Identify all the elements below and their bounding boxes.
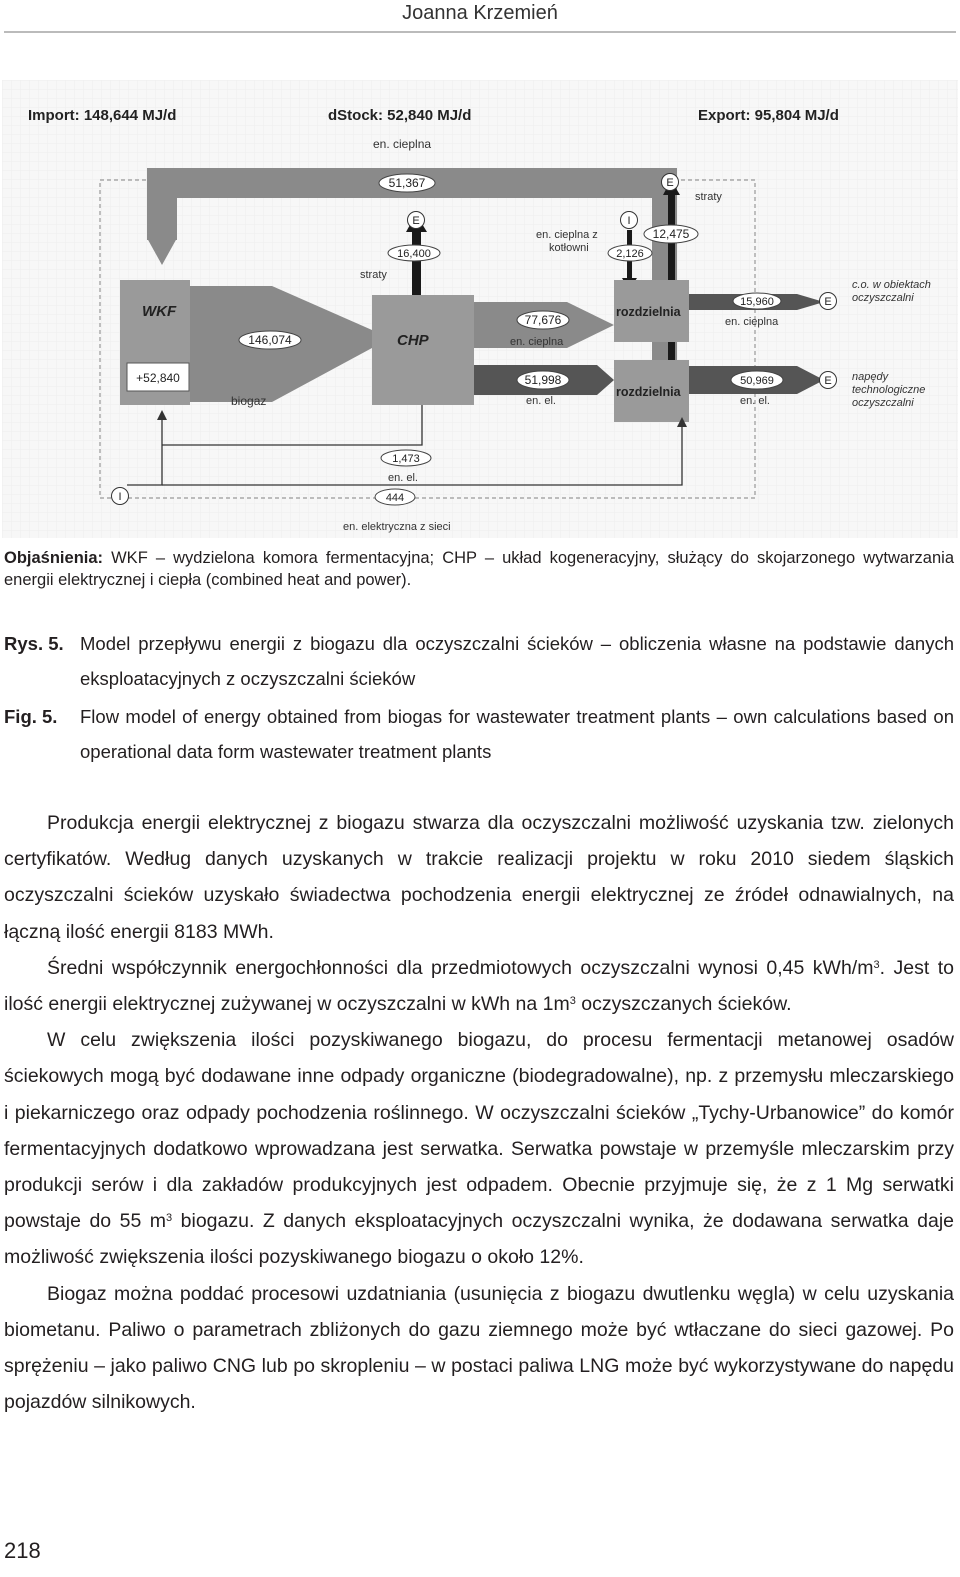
running-header: Joanna Krzemień xyxy=(402,2,558,24)
caption-pl-label: Rys. 5. xyxy=(4,633,64,654)
chp-node xyxy=(372,295,474,405)
import-marker-boiler: I xyxy=(627,215,631,227)
heat-consumers-unit: en. cieplna xyxy=(725,316,779,328)
boiler-heat-label-1: en. cieplna z xyxy=(536,229,598,241)
caption-en-text: Flow model of energy obtained from biogas for wastewater treatment plants – own calculations based on operational data form wastewater treatment plants xyxy=(80,706,954,762)
biogas-label: biogaz xyxy=(231,394,267,408)
straty-left-label: straty xyxy=(360,269,387,281)
heat-losses-value: 12,475 xyxy=(652,227,690,241)
chp-losses-value: 16,400 xyxy=(397,248,431,260)
export-marker-heat-losses: E xyxy=(666,177,674,189)
grid-el-unit: en. el. xyxy=(388,472,418,484)
heat-distribution-label: rozdzielnia xyxy=(616,305,681,319)
drives-label-3: oczyszczalni xyxy=(852,397,914,409)
chp-el-unit: en. el. xyxy=(526,395,556,407)
el-consumers-unit: en. el. xyxy=(740,395,770,407)
el-distribution-label: rozdzielnia xyxy=(616,385,681,399)
caption-en-label: Fig. 5. xyxy=(4,706,58,727)
dstock-label: dStock: 52,840 MJ/d xyxy=(328,107,472,124)
figure-legend xyxy=(4,547,954,591)
el-import-total-value: 1,473 xyxy=(392,453,420,465)
boiler-heat-value: 2,126 xyxy=(616,248,644,260)
export-marker-el: E xyxy=(824,375,832,387)
legend-label: Objaśnienia: xyxy=(4,549,104,567)
el-import-value: 444 xyxy=(385,492,405,504)
heat-loop-value: 51,367 xyxy=(388,176,426,190)
wkf-label: WKF xyxy=(142,303,177,320)
drives-label-1: napędy xyxy=(852,371,889,383)
import-marker-grid: I xyxy=(118,491,122,503)
caption-pl-text: Model przepływu energii z biogazu dla oczyszczalni ścieków – obliczenia własne na podstawie danych eksploatacyjnych z oczyszczalni ścieków xyxy=(80,633,954,689)
body-text xyxy=(4,805,954,1420)
chp-heat-value: 77,676 xyxy=(524,313,562,327)
drives-label-2: technologiczne xyxy=(852,384,926,396)
boiler-heat-label-2: kotłowni xyxy=(549,242,589,254)
paragraph-4: Biogaz można poddać procesowi uzdatniania (usunięcia z biogazu dwutlenku węgla) w celu uzyskania biometanu. Paliwo o parametrach zbliżonych do gazu ziemnego może być wtłaczane do sieci gazowej. Po sprężeniu – jako paliwo CNG lub po skropleniu – w postaci paliwa LNG może być wykorzystywane do napędu pojazdów silnikowych. xyxy=(4,1282,954,1414)
chp-label: CHP xyxy=(397,332,429,349)
figure-caption-en xyxy=(4,699,954,769)
import-label: Import: 148,644 MJ/d xyxy=(28,107,177,124)
co-label-1: c.o. w obiektach xyxy=(852,279,931,291)
chp-el-value: 51,998 xyxy=(524,373,562,387)
heat-consumers-value: 15,960 xyxy=(740,296,774,308)
grid-label: en. elektryczna z sieci xyxy=(343,521,451,533)
biogas-value: 146,074 xyxy=(248,333,292,347)
paragraph-3: W celu zwiększenia ilości pozyskiwanego biogazu, do procesu fermentacji metanowej osadów ściekowych mogą być dodawane inne odpady organiczne (biodegradowalne), np. z przemysłu mleczarskiego i piekarniczego oraz odpady pochodzenia roślinnego. W oczyszczalni ścieków „Tychy-Urbanowice” do komór fermentacyjnych dodatkowo wprowadzana jest serwatka. Serwatka powstaje w przemyśle mleczarskim przy produkcji serów i dla zakładów produkcyjnych jest odpadem. Obecnie przyjmuje się, że z 1 Mg serwatki powstaje do 55 $m^3$ biogazu. Z danych eksploatacyjnych oczyszczalni wynika, że dodawana serwatka daje możliwość zwiększenia ilości pozyskiwanego biogazu o około 12%. xyxy=(4,1029,954,1269)
el-consumers-value: 50,969 xyxy=(740,375,774,387)
chp-heat-unit: en. cieplna xyxy=(510,336,564,348)
paragraph-2: Średni współczynnik energochłonności dla przedmiotowych oczyszczalni wynosi 0,45 kWh/$m^3$. Jest to ilość energii elektrycznej zużywanej w oczyszczalni w kWh na $1m^3$ oczyszczanych ścieków. xyxy=(4,956,955,1016)
figure-caption-pl xyxy=(4,626,954,696)
paragraph-1: Produkcja energii elektrycznej z biogazu stwarza dla oczyszczalni możliwość uzyskania tzw. zielonych certyfikatów. Według danych uzyskanych w trakcie realizacji projektu w roku 2010 siedem śląskich oczyszczalni ścieków uzyskało świadectwa pochodzenia energii elektrycznej ze źródeł odnawialnych, na łączną ilość energii 8183 MWh. xyxy=(4,812,954,943)
wkf-stock-value: +52,840 xyxy=(136,371,180,385)
legend-text: WKF – wydzielona komora fermentacyjna; CHP – układ kogeneracyjny, służący do skojarzonego wytwarzania energii elektrycznej i ciepła (combined heat and power). xyxy=(4,549,954,589)
export-label: Export: 95,804 MJ/d xyxy=(698,107,839,124)
straty-right-label: straty xyxy=(695,191,722,203)
heat-loop-unit: en. cieplna xyxy=(373,137,432,151)
page-number: 218 xyxy=(4,1538,41,1563)
export-marker-chp-losses: E xyxy=(412,215,420,227)
energy-flow-diagram xyxy=(2,80,958,538)
export-marker-heat: E xyxy=(824,296,832,308)
co-label-2: oczyszczalni xyxy=(852,292,914,304)
header-rule xyxy=(4,31,956,33)
